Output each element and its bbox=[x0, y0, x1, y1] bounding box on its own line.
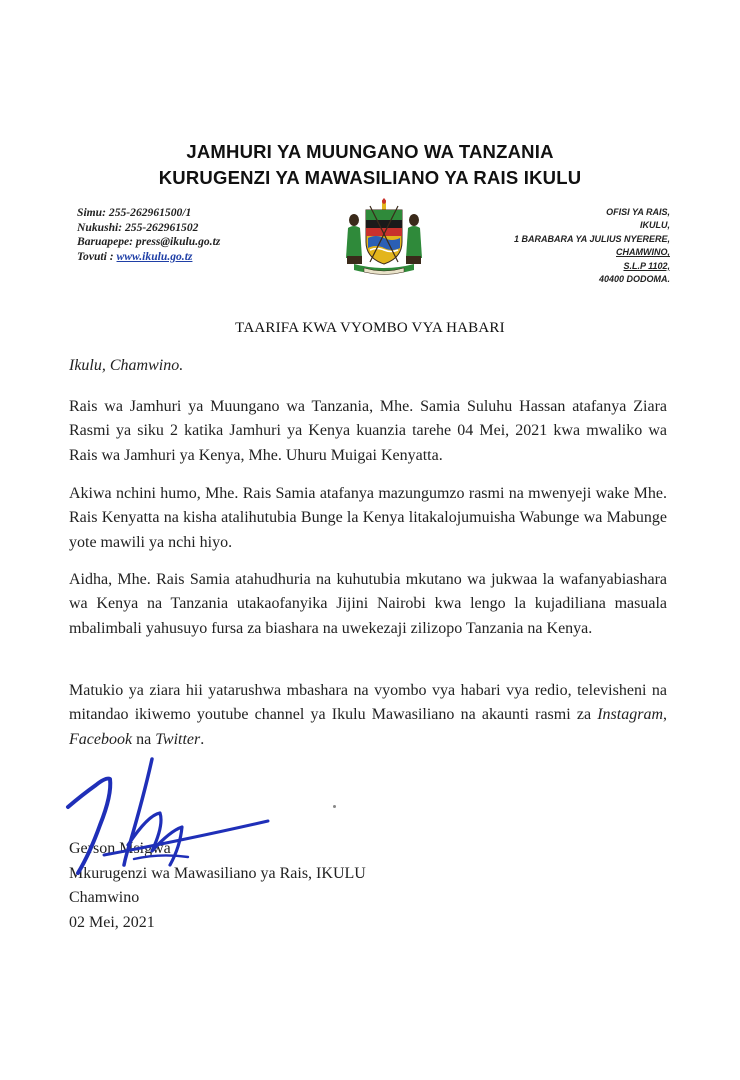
stray-mark bbox=[333, 805, 336, 808]
website-prefix: Tovuti : bbox=[77, 249, 117, 263]
contact-fax: Nukushi: 255-262961502 bbox=[77, 220, 199, 234]
address-line: CHAMWINO, bbox=[616, 247, 670, 258]
signature-date: 02 Mei, 2021 bbox=[69, 913, 155, 931]
website-link[interactable]: www.ikulu.go.tz bbox=[116, 249, 193, 263]
header-line-1: JAMHURI YA MUUNGANO WA TANZANIA bbox=[186, 141, 554, 162]
handwritten-signature bbox=[60, 755, 285, 880]
address-line: 40400 DODOMA. bbox=[598, 274, 670, 285]
body-paragraph-2: Akiwa nchini humo, Mhe. Rais Samia atafanya mazungumzo rasmi na mwenyeji wake Mhe. Rais Kenyatta na kisha atalihutubia Bunge la Kenya litakalojumuisha Wabunge wa Mabunge yote mawili ya nchi hiyo. bbox=[69, 485, 667, 551]
address-line: S.L.P 1102, bbox=[623, 260, 670, 271]
contact-block bbox=[77, 206, 220, 264]
address-line: OFISI YA RAIS, bbox=[606, 207, 670, 217]
coat-of-arms-icon bbox=[340, 198, 428, 278]
document-place: Ikulu, Chamwino. bbox=[69, 357, 184, 374]
body-paragraph-4 bbox=[69, 679, 667, 752]
document-title: TAARIFA KWA VYOMBO VYA HABARI bbox=[235, 320, 505, 336]
separator: , bbox=[663, 706, 667, 724]
instagram-label: Instagram bbox=[597, 706, 663, 724]
paragraph-4-text: Matukio ya ziara hii yatarushwa mbashara na vyombo vya habari vya redio, televisheni na mitandao ikiwemo youtube channel ya Ikulu Mawasiliano na akaunti rasmi za bbox=[69, 682, 667, 724]
contact-phone: Simu: 255-262961500/1 bbox=[77, 206, 192, 219]
twitter-label: Twitter bbox=[155, 730, 201, 748]
signatory-name: Gerson Msigwa bbox=[69, 840, 171, 857]
office-address bbox=[514, 206, 670, 286]
contact-website bbox=[77, 250, 220, 265]
signatory-location: Chamwino bbox=[69, 889, 140, 907]
facebook-label: Facebook bbox=[69, 730, 133, 748]
header-line-2: KURUGENZI YA MAWASILIANO YA RAIS IKULU bbox=[158, 167, 582, 188]
body-paragraph-3: Aidha, Mhe. Rais Samia atahudhuria na kuhutubia mkutano wa jukwaa la wafanyabiashara wa Kenya na Tanzania utakaofanyika Jijini Nairobi kwa lengo la kujadiliana masuala mbalimbali yahusuyo fursa za biashara na uwekezaji zilizopo Tanzania na Kenya. bbox=[69, 571, 667, 637]
contact-email: Baruapepe: press@ikulu.go.tz bbox=[77, 235, 221, 249]
body-paragraph-1: Rais wa Jamhuri ya Muungano wa Tanzania, Mhe. Samia Suluhu Hassan atafanya Ziara Rasmi ya siku 2 katika Jamhuri ya Kenya kuanzia tarehe 04 Mei, 2021 kwa mwaliko wa Rais wa Jamhuri ya Kenya, Mhe. Uhuru Muigai Kenyatta. bbox=[69, 398, 667, 464]
address-line: IKULU, bbox=[640, 220, 670, 231]
signatory-position: Mkurugenzi wa Mawasiliano ya Rais, IKULU bbox=[69, 864, 366, 882]
separator: na bbox=[132, 730, 156, 748]
address-line: 1 BARABARA YA JULIUS NYERERE, bbox=[513, 233, 670, 244]
paragraph-end: . bbox=[200, 730, 205, 748]
